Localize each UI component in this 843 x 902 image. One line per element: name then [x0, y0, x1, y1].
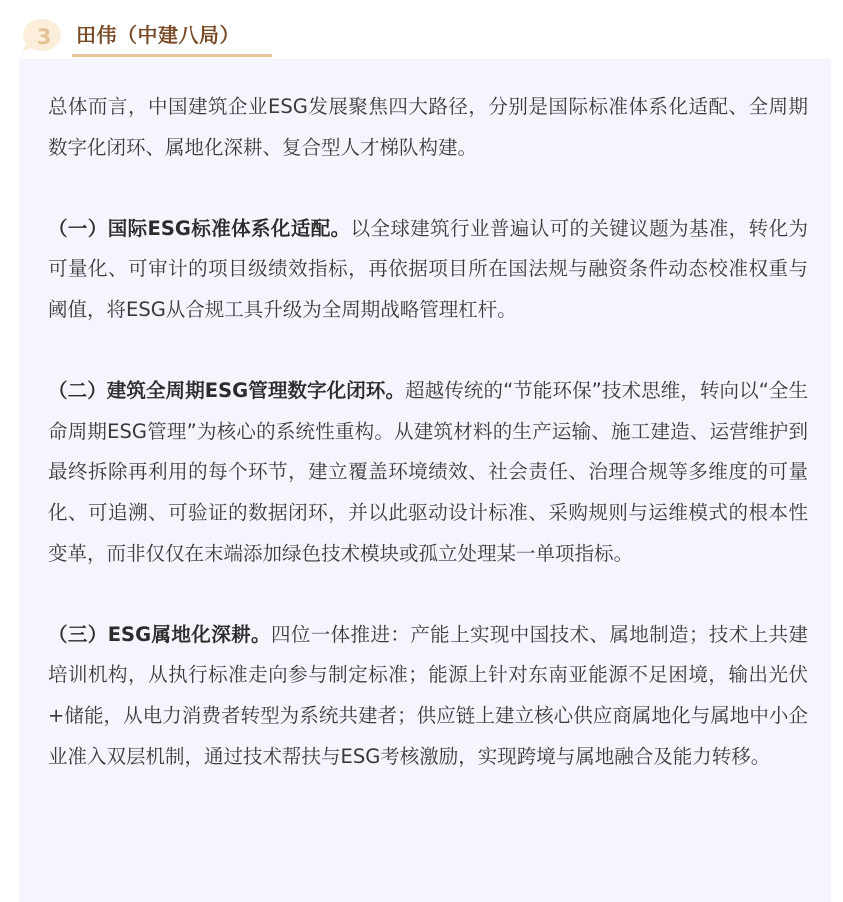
section-body-2: 超越传统的“节能环保”技术思维，转向以“全生命周期ESG管理”为核心的系统性重构。从建筑材料的生产运输、施工建造、运营维护到最终拆除再利用的每个环节，建立覆盖环境绩效、社会责任、治理合规等多维度的可量化、可追溯、可验证的数据闭环，并以此驱动设计标准、采购规则与运维模式的根本性变革，而非仅仅在末端添加绿色技术模块或孤立处理某一单项指标。 [48, 379, 808, 565]
section-body-1: 以全球建筑行业普遍认可的关键议题为基准，转化为可量化、可审计的项目级绩效指标，再依据项目所在国法规与融资条件动态校准权重与阈值，将ESG从合规工具升级为全周期战略管理杠杆。 [48, 216, 808, 321]
section-paragraph-1 [48, 209, 808, 331]
number-badge [20, 16, 64, 56]
section-paragraph-2 [48, 371, 808, 574]
speaker-header [20, 14, 320, 58]
section-title-2: （二）建筑全周期ESG管理数字化闭环。 [48, 379, 406, 403]
section-title-1: （一）国际ESG标准体系化适配。 [48, 216, 351, 240]
speaker-name: 田伟（中建八局） [76, 23, 240, 47]
section-body-3: 四位一体推进：产能上实现中国技术、属地制造；技术上共建培训机构，从执行标准走向参与制定标准；能源上针对东南亚能源不足困境，输出光伏+储能，从电力消费者转型为系统共建者；供应链上建立核心供应商属地化与属地中小企业准入双层机制，通过技术帮扶与ESG考核激励，实现跨境与属地融合及能力转移。 [48, 622, 808, 768]
article-body [48, 87, 808, 777]
content-card [19, 59, 831, 902]
badge-number: 3 [36, 25, 52, 49]
section-paragraph-3 [48, 615, 808, 777]
name-underline [72, 54, 272, 57]
intro-paragraph: 总体而言，中国建筑企业ESG发展聚焦四大路径，分别是国际标准体系化适配、全周期数字化闭环、属地化深耕、复合型人才梯队构建。 [48, 95, 808, 159]
section-title-3: （三）ESG属地化深耕。 [48, 622, 271, 646]
